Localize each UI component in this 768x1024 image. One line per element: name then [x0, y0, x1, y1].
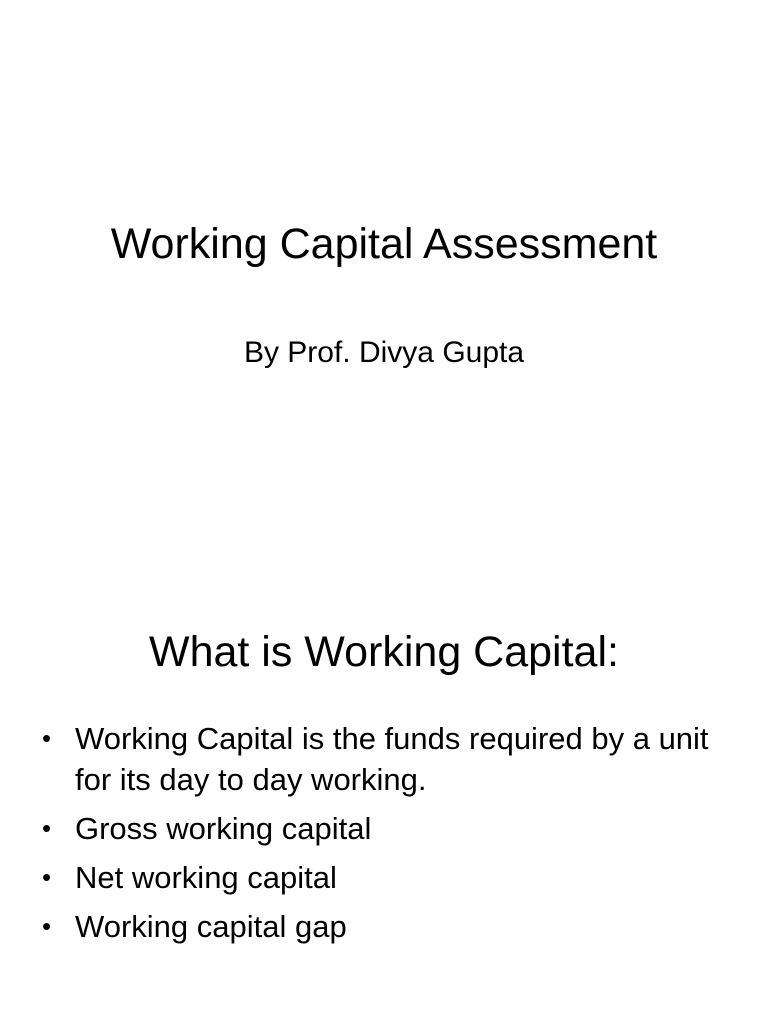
bullet-list [38, 718, 728, 955]
bullet-text: Working capital gap [75, 909, 347, 944]
slide-title: What is Working Capital: [149, 628, 619, 676]
content-slide [0, 576, 768, 1024]
bullet-dot-icon: • [42, 911, 52, 941]
bullet-item [38, 718, 728, 800]
bullet-item [38, 857, 728, 898]
bullet-item [38, 906, 728, 947]
presentation-subtitle: By Prof. Divya Gupta [243, 336, 525, 369]
bullet-text: Gross working capital [75, 811, 372, 846]
bullet-dot-icon: • [42, 723, 52, 753]
bullet-dot-icon: • [42, 862, 52, 892]
bullet-text: Net working capital [75, 860, 337, 895]
bullet-text: Working Capital is the funds required by a unit for its day to day working. [75, 721, 709, 797]
bullet-item [38, 808, 728, 849]
bullet-dot-icon: • [42, 813, 52, 843]
presentation-title: Working Capital Assessment [110, 220, 658, 268]
